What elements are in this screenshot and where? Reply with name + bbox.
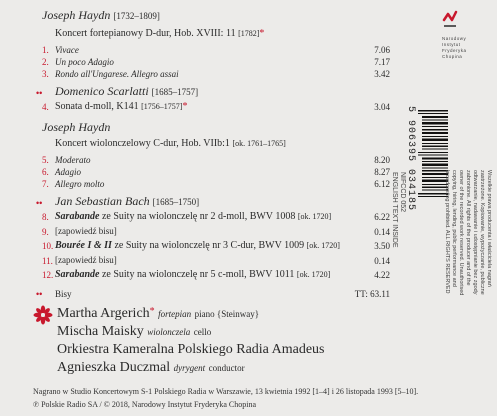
- barcode-digits: 5 906395 034185: [405, 106, 416, 212]
- track-title: Sarabande ze Suity na wiolonczelę nr 5 c-moll, BWV 1011 [ok. 1720]: [55, 269, 331, 280]
- encore-legend-label: Bisy: [55, 289, 72, 299]
- track-title: Sonata d-moll, K141 [1756–1757]*: [55, 101, 188, 112]
- track-number: 1.: [42, 45, 49, 55]
- track-time: 0.14: [374, 256, 390, 266]
- track-title: Rondo all'Ungarese. Allegro assai: [55, 69, 179, 79]
- logo-line: Chopina: [442, 54, 463, 59]
- composer-heading-haydn-2: Joseph Haydn: [42, 120, 111, 134]
- track-title: Moderato: [55, 155, 91, 165]
- legal-line: broadcasting prohibited. ALL RIGHTS RESERVED: [444, 170, 450, 294]
- copyright-line: ℗ Polskie Radio SA / © 2018, Narodowy Instytut Fryderyka Chopina: [33, 400, 257, 409]
- logo-line: Fryderyka: [442, 48, 467, 53]
- track-number: 10.: [42, 241, 54, 251]
- track-number: 12.: [42, 270, 54, 280]
- composer-heading-bach: Jan Sebastian Bach [1685–1750]: [55, 194, 200, 208]
- track-number: 5.: [42, 155, 49, 165]
- track-number: 6.: [42, 167, 49, 177]
- track-time: 7.06: [374, 45, 390, 55]
- legal-line: owner of the recorded work reserved. Unauthorised: [458, 170, 464, 296]
- track-title: Sarabande ze Suity na wiolonczelę nr 2 d-moll, BWV 1008 [ok. 1720]: [55, 211, 332, 222]
- track-title: Allegro molto: [55, 179, 105, 189]
- legal-line: zabronione. All rights of the producer and of the: [465, 170, 471, 286]
- track-time: 3.04: [374, 102, 390, 112]
- language-note: ENGLISH TEXT INSIDE: [391, 172, 398, 248]
- composer-heading-haydn-1: Joseph Haydn [1732–1809]: [42, 8, 160, 22]
- track-title: Un poco Adagio: [55, 57, 114, 67]
- track-title: [zapowiedź bisu]: [55, 255, 117, 265]
- track-title: Adagio: [55, 167, 81, 177]
- legal-line: zastrzeżone. Kopiowanie, wypożyczanie, publiczne: [479, 170, 485, 295]
- legal-line: copying, hiring, lending, public performance and: [451, 170, 457, 287]
- track-number: 9.: [42, 227, 49, 237]
- track-time: 7.17: [374, 57, 390, 67]
- track-time: 3.50: [374, 241, 390, 251]
- track-number: 4.: [42, 102, 49, 112]
- performer-orchestra: Orkiestra Kameralna Polskiego Radia Amadeus: [57, 342, 325, 357]
- track-time: 4.22: [374, 270, 390, 280]
- track-number: 8.: [42, 212, 49, 222]
- nifc-logo-icon: [442, 8, 458, 30]
- track-time: 3.42: [374, 69, 390, 79]
- composer-heading-scarlatti: Domenico Scarlatti [1685–1757]: [55, 84, 199, 98]
- track-title: Bourée I & II ze Suity na wiolonczelę nr 3 C-dur, BWV 1009 [ok. 1720]: [55, 240, 340, 251]
- catalog-number: NIFCCD 052: [399, 172, 406, 213]
- legal-line: odtwarzanie, nadawanie i udostępnianie bez zgody: [472, 170, 478, 295]
- encore-marker: ••: [36, 198, 43, 208]
- performer-duczmal: Agnieszka Duczmal dyrygent conductor: [57, 360, 245, 375]
- track-number: 3.: [42, 69, 49, 79]
- chopin-flower-icon: [33, 305, 53, 325]
- legal-line: Wszelkie prawa producenta i właściciela nagrań: [486, 170, 492, 287]
- work-title-cello-concerto: Koncert wiolonczelowy C-dur, Hob. VIIb:1 [ok. 1761–1765]: [55, 138, 286, 149]
- logo-line: Narodowy: [442, 36, 467, 41]
- track-time: 6.12: [374, 179, 390, 189]
- total-time: TT: 63.11: [354, 289, 390, 299]
- track-number: 2.: [42, 57, 49, 67]
- work-title-piano-concerto: Koncert fortepianowy D-dur, Hob. XVIII: 11 [1782]*: [55, 28, 265, 39]
- encore-marker: ••: [36, 289, 43, 299]
- track-title: Vivace: [55, 45, 79, 55]
- track-number: 11.: [42, 256, 53, 266]
- logo-line: Instytut: [442, 42, 461, 47]
- performer-argerich: Martha Argerich* fortepian piano {Steinway}: [57, 306, 260, 321]
- track-number: 7.: [42, 179, 49, 189]
- recording-info: Nagrano w Studio Koncertowym S-1 Polskiego Radia w Warszawie, 13 kwietnia 1992 [1–4] i 26 listopada 1993 [5–10].: [33, 387, 419, 396]
- track-title: [zapowiedź bisu]: [55, 226, 117, 236]
- track-time: 8.20: [374, 155, 390, 165]
- encore-marker: ••: [36, 88, 43, 98]
- performer-maisky: Mischa Maisky wiolonczela cello: [57, 324, 212, 339]
- track-time: 6.22: [374, 212, 390, 222]
- track-time: 8.27: [374, 167, 390, 177]
- track-time: 0.14: [374, 227, 390, 237]
